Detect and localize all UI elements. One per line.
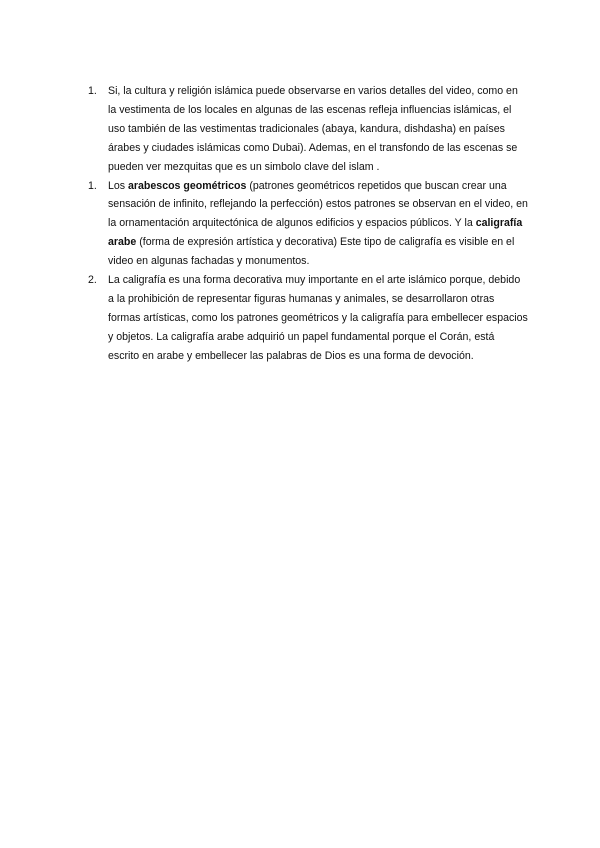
list-item-bold-term: caligrafía arabe [108, 217, 523, 249]
list-item [88, 82, 528, 177]
list-item-text-segment: (forma de expresión artística y decorativa) Este tipo de caligrafía es visible en el video en algunas fachadas y monumentos. [108, 236, 515, 268]
list-item-number: 1. [88, 179, 97, 192]
list-item-text-segment: Los [108, 179, 129, 192]
list-item-number: 1. [88, 85, 97, 97]
list-item [88, 271, 528, 366]
list-item-bold-term: arabescos geométricos [128, 179, 247, 192]
list-item-number: 2. [88, 274, 97, 287]
list-item-text: Si, la cultura y religión islámica puede observarse en varios detalles del video, como en la vestimenta de los locales en algunas de las escenas refleja influencias islámicas, el uso también de las vestimentas tradicionales (abaya, kandura, dishdasha) en países árabes y ciudades islámicas como Dubai). Ademas, en el transfondo de las escenas se pueden ver mezquitas que es un simbolo clave del islam . [108, 85, 518, 173]
list-item-text-segment: (patrones geométricos repetidos que buscan crear una sensación de infinito, reflejando la perfección) estos patrones se observan en el video, en la ornamentación arquitectónica de algunos edificios y espacios públicos. Y la [108, 179, 528, 230]
numbered-list [88, 82, 528, 366]
list-item-text: La caligrafía es una forma decorativa muy importante en el arte islámico porque, debido a la prohibición de representar figuras humanas y animales, se desarrollaron otras formas artísticas, como los patrones geométricos y la caligrafía para embellecer espacios y objetos. La caligrafía arabe adquirió un papel fundamental porque el Corán, está escrito en arabe y embellecer las palabras de Dios es una forma de devoción. [108, 274, 528, 362]
list-item [88, 177, 528, 272]
